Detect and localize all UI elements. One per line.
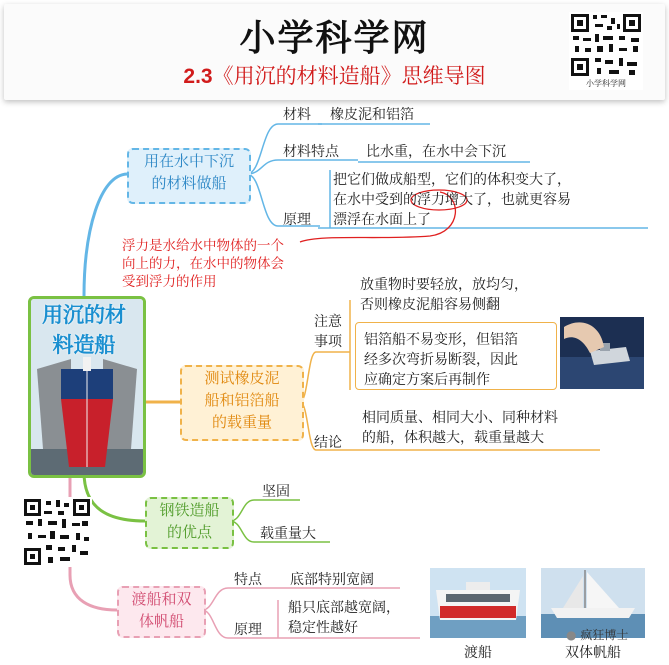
qr-code-bottom (22, 497, 92, 567)
principle-line2: 在水中受到的浮力增大了，也就更容易 (333, 192, 571, 208)
site-title: 小学科学网 (239, 18, 430, 59)
note2-line1: 铝箔船不易变形，但铝箔 (364, 332, 518, 348)
material-label: 材料 (283, 107, 311, 123)
branch-load-test (180, 365, 304, 441)
note2-line2: 经多次弯折易断裂，因此 (364, 352, 518, 368)
ferry-picture (430, 568, 526, 638)
branch-steel-ships (145, 497, 234, 549)
central-topic-line1: 用沉的材 (42, 303, 126, 327)
branch3-title-line2: 的优点 (166, 523, 212, 541)
central-topic-line2: 料造船 (52, 333, 116, 357)
branch-sinking-materials (127, 148, 251, 204)
feature-label: 材料特点 (283, 144, 339, 160)
branch-ferry-catamaran (117, 586, 206, 638)
principle-text (333, 170, 571, 230)
principle-line1: 把它们做成船型，它们的体积变大了， (333, 172, 571, 188)
note1-line2: 否则橡皮泥船容易侧翻 (360, 297, 500, 313)
branch2-title-line2: 船和铝箔船 (204, 391, 280, 409)
branch2-title-line3: 的载重量 (211, 413, 272, 431)
ferry-principle-line2: 稳定性越好 (288, 620, 358, 636)
watermark (566, 626, 628, 643)
central-topic-title (32, 300, 136, 360)
steel-point-capacity: 载重量大 (260, 526, 316, 542)
conclusion-label: 结论 (314, 435, 342, 451)
note-label (314, 312, 342, 352)
ferry-feature-text: 底部特别宽阔 (290, 572, 374, 588)
steel-point-sturdy: 坚固 (262, 484, 290, 500)
qr-caption: 小学科学网 (586, 79, 626, 88)
buoyancy-line3: 受到浮力的作用 (122, 274, 217, 290)
branch4-title-line1: 渡船和双 (131, 590, 192, 608)
ferry-feature-label: 特点 (234, 572, 262, 588)
note2-text (364, 330, 518, 390)
foil-boat-picture (560, 317, 644, 389)
branch3-title-line1: 钢铁造船 (159, 501, 220, 519)
map-title-text: 《用沉的材料造船》思维导图 (212, 64, 486, 88)
buoyancy-note (122, 237, 284, 291)
feature-text: 比水重，在水中会下沉 (366, 144, 506, 160)
branch4-title-line2: 体帆船 (138, 612, 184, 630)
buoyancy-line2: 向上的力，在水中的物体会 (122, 256, 284, 272)
conclusion-text (362, 408, 558, 448)
note-label-line1: 注意 (314, 314, 342, 330)
ferry-photo (430, 568, 526, 638)
branch1-title-line2: 的材料做船 (151, 174, 227, 192)
ferry-principle-line1: 船只底部越宽阔， (288, 600, 400, 616)
principle-label: 原理 (283, 212, 311, 228)
branch1-title-line1: 用在水中下沉 (143, 152, 234, 170)
principle-line3: 漂浮在水面上了 (333, 212, 431, 228)
ferry-principle-label: 原理 (234, 622, 262, 638)
watermark-text: 疯狂博士 (580, 628, 629, 642)
note2-line3: 应确定方案后再制作 (364, 372, 490, 388)
conclusion-line1: 相同质量、相同大小、同种材料 (362, 410, 558, 426)
ferry-caption: 渡船 (464, 645, 492, 661)
buoyancy-line1: 浮力是水给水中物体的一个 (122, 238, 284, 254)
foil-boat-photo (560, 317, 644, 389)
note1-text (360, 275, 528, 315)
ferry-principle-text (288, 598, 400, 638)
map-title-number: 2.3 (183, 65, 213, 88)
wechat-icon: ● (566, 628, 577, 642)
note-label-line2: 事项 (314, 334, 342, 350)
conclusion-line2: 的船，体积越大，载重量越大 (362, 430, 544, 446)
branch2-title-line1: 测试橡皮泥 (204, 369, 280, 387)
qr-code-bottom-pattern (22, 497, 92, 567)
material-text: 橡皮泥和铝箔 (330, 107, 414, 123)
catamaran-caption: 双体帆船 (565, 645, 621, 661)
note1-line1: 放重物时要轻放，放均匀， (360, 277, 528, 293)
